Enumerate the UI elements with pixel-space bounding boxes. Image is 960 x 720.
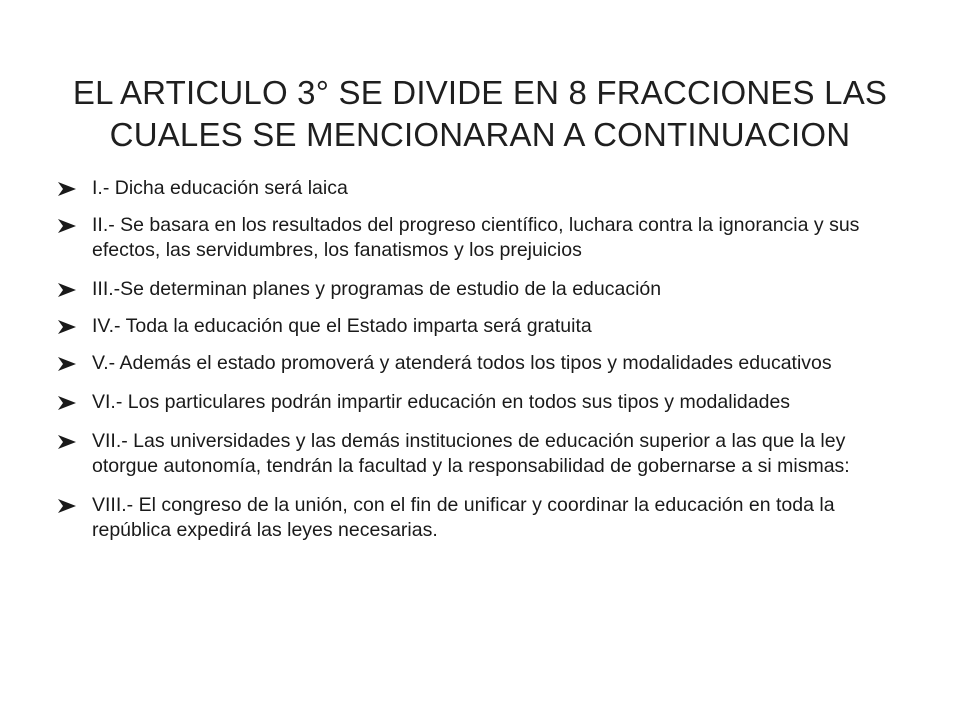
arrowhead-bullet-icon <box>58 283 76 297</box>
list-item-fraction-6 <box>58 390 908 415</box>
list-item-text: VII.- Las universidades y las demás instituciones de educación superior a las que la ley otorgue autonomía, tendrán la facultad y la responsabilidad de gobernarse a si mismas: <box>92 430 850 477</box>
list-item-fraction-7 <box>58 429 908 479</box>
list-item-text: VIII.- El congreso de la unión, con el fin de unificar y coordinar la educación en toda la república expedirá las leyes necesarias. <box>92 494 835 541</box>
arrowhead-bullet-icon <box>58 499 76 513</box>
arrowhead-bullet-icon <box>58 435 76 449</box>
list-item-text: I.- Dicha educación será laica <box>92 177 348 199</box>
list-item-fraction-4 <box>58 314 908 339</box>
slide-title-line-2: CUALES SE MENCIONARAN A CONTINUACION <box>109 116 851 153</box>
arrowhead-bullet-icon <box>58 320 76 334</box>
list-item-text: VI.- Los particulares podrán impartir educación en todos sus tipos y modalidades <box>92 391 791 413</box>
slide-title-line-1: EL ARTICULO 3° SE DIVIDE EN 8 FRACCIONES LAS <box>72 74 888 111</box>
fractions-list <box>58 176 908 557</box>
list-item-text: II.- Se basara en los resultados del progreso científico, luchara contra la ignorancia y sus efectos, las servidumbres, los fanatismos y los prejuicios <box>92 214 860 261</box>
list-item-text: III.-Se determinan planes y programas de estudio de la educación <box>92 278 662 300</box>
arrowhead-bullet-icon <box>58 396 76 410</box>
arrowhead-bullet-icon <box>58 219 76 233</box>
arrowhead-bullet-icon <box>58 182 76 196</box>
list-item-fraction-1 <box>58 176 908 201</box>
list-item-fraction-8 <box>58 493 908 543</box>
list-item-text: IV.- Toda la educación que el Estado imparta será gratuita <box>92 315 592 337</box>
list-item-text: V.- Además el estado promoverá y atenderá todos los tipos y modalidades educativos <box>92 352 832 374</box>
list-item-fraction-5 <box>58 351 908 376</box>
slide-title <box>48 72 912 156</box>
arrowhead-bullet-icon <box>58 357 76 371</box>
list-item-fraction-3 <box>58 277 908 302</box>
list-item-fraction-2 <box>58 213 908 263</box>
